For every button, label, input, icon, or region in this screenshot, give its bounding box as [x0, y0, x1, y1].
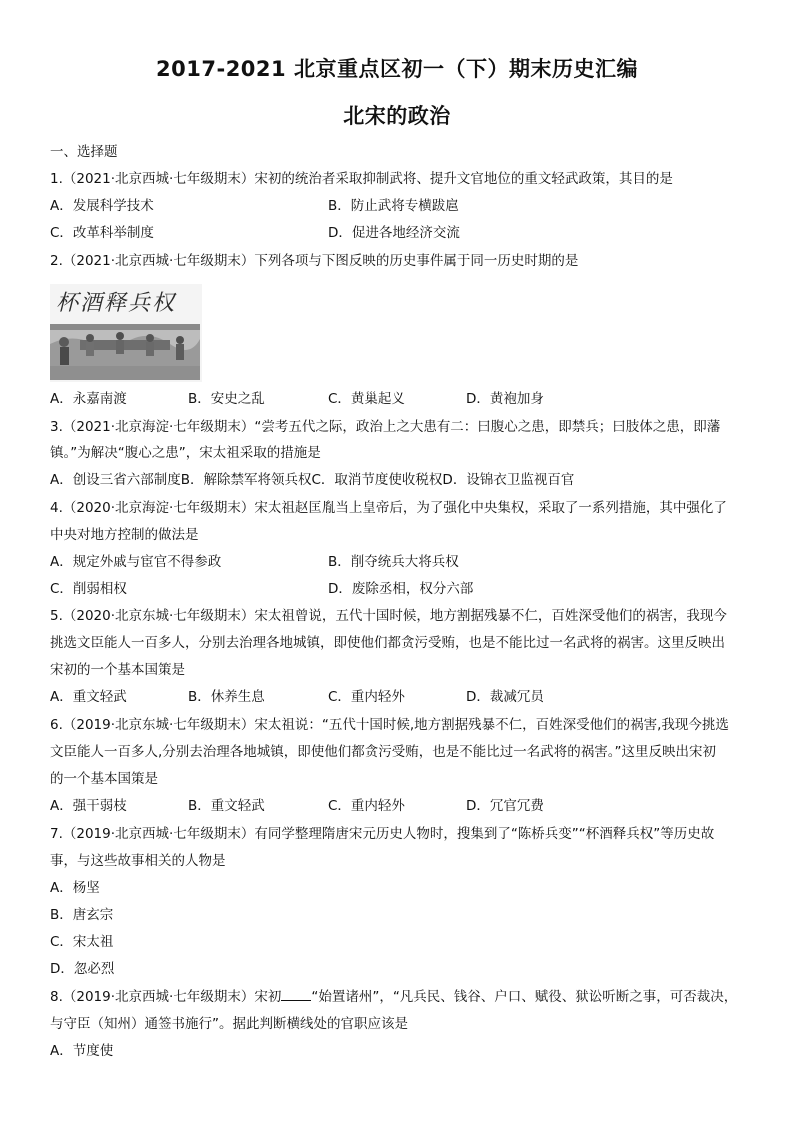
image-caption-text: 杯酒释兵权 — [56, 291, 177, 316]
question-7-option-b: B．唐玄宗 — [50, 907, 114, 923]
question-6-option-a: A．强干弱枝 — [50, 798, 127, 814]
question-4-stem-line-1: 4.（2020·北京海淀·七年级期末）宋太祖赵匡胤当上皇帝后，为了强化中央集权，采取了一系列措施，其中强化了 — [50, 500, 727, 516]
question-4-option-c: C．削弱相权 — [50, 581, 127, 597]
question-5-stem-line-1: 5.（2020·北京东城·七年级期末）宋太祖曾说，五代十国时候，地方割据残暴不仁，百姓深受他们的祸害，我现今 — [50, 608, 727, 624]
question-6-stem-line-1: 6.（2019·北京东城·七年级期末）宋太祖说：“五代十国时候,地方割据残暴不仁，百姓深受他们的祸害,我现今挑选 — [50, 717, 729, 733]
question-3-stem-line-2: 镇。”为解决“腹心之患”，宋太祖采取的措施是 — [50, 445, 321, 461]
question-7-option-d: D．忽必烈 — [50, 961, 115, 977]
question-4-option-a: A．规定外戚与宦官不得参政 — [50, 554, 222, 570]
question-5-stem-line-3: 宋初的一个基本国策是 — [50, 662, 185, 678]
question-1-option-a: A．发展科学技术 — [50, 198, 154, 214]
question-1-stem: 1.（2021·北京西城·七年级期末）宋初的统治者采取抑制武将、提升文官地位的重文轻武政策，其目的是 — [50, 171, 673, 187]
question-1-option-d: D．促进各地经济交流 — [328, 225, 460, 241]
question-2-image — [50, 284, 202, 382]
question-7-stem-line-2: 事，与这些故事相关的人物是 — [50, 853, 226, 869]
question-3-options: A．创设三省六部制度B．解除禁军将领兵权C．取消节度使收税权D．设锦衣卫监视百官 — [50, 472, 575, 488]
question-6-option-b: B．重文轻武 — [188, 798, 265, 814]
question-8-stem-line-1 — [50, 988, 750, 1006]
question-5-option-a: A．重文轻武 — [50, 689, 127, 705]
question-7-option-c: C．宋太祖 — [50, 934, 114, 950]
section-label: 一、选择题 — [50, 144, 118, 160]
question-8-stem-suffix: “始置诸州”，“凡兵民、钱谷、户口、赋役、狱讼听断之事，可否裁决， — [311, 989, 738, 1005]
question-4-option-b: B．削夺统兵大将兵权 — [328, 554, 459, 570]
question-8-option-a: A．节度使 — [50, 1043, 114, 1059]
question-8-stem-line-2: 与守臣（知州）通签书施行”。据此判断横线处的官职应该是 — [50, 1016, 408, 1032]
question-7-option-a: A．杨坚 — [50, 880, 100, 896]
question-2-option-a: A．永嘉南渡 — [50, 391, 127, 407]
question-6-option-c: C．重内轻外 — [328, 798, 405, 814]
question-2-stem: 2.（2021·北京西城·七年级期末）下列各项与下图反映的历史事件属于同一历史时期的是 — [50, 253, 579, 269]
question-6-stem-line-3: 的一个基本国策是 — [50, 771, 158, 787]
question-2-option-b: B．安史之乱 — [188, 391, 265, 407]
question-7-stem-line-1: 7.（2019·北京西城·七年级期末）有同学整理隋唐宋元历史人物时，搜集到了“陈桥兵变”“杯酒释兵权”等历史故 — [50, 826, 715, 842]
question-5-stem-line-2: 挑选文臣能人一百多人，分别去治理各地城镇，即使他们都贪污受贿，也是不能比过一名武将的祸害。这里反映出 — [50, 635, 725, 651]
question-6-option-d: D．冗官冗费 — [466, 798, 544, 814]
question-8-stem-prefix: 8.（2019·北京西城·七年级期末）宋初 — [50, 989, 282, 1005]
question-1-option-b: B．防止武将专横跋扈 — [328, 198, 459, 214]
question-5-option-b: B．休养生息 — [188, 689, 265, 705]
answer-blank — [281, 988, 311, 1001]
document-subtitle: 北宋的政治 — [343, 104, 451, 128]
question-4-stem-line-2: 中央对地方控制的做法是 — [50, 527, 199, 543]
question-6-stem-line-2: 文臣能人一百多人,分别去治理各地城镇，即使他们都贪污受贿，也是不能比过一名武将的祸害。”这里反映出宋初 — [50, 744, 717, 760]
question-2-option-d: D．黄袍加身 — [466, 391, 544, 407]
question-3-stem-line-1: 3.（2021·北京海淀·七年级期末）“尝考五代之际，政治上之大患有二：曰腹心之患，即禁兵；曰肢体之患，即藩 — [50, 419, 721, 435]
question-4-option-d: D．废除丞相，权分六部 — [328, 581, 474, 597]
question-2-option-c: C．黄巢起义 — [328, 391, 405, 407]
question-5-option-c: C．重内轻外 — [328, 689, 405, 705]
question-5-option-d: D．裁减冗员 — [466, 689, 544, 705]
question-1-option-c: C．改革科举制度 — [50, 225, 154, 241]
document-title: 2017-2021 北京重点区初一（下）期末历史汇编 — [156, 57, 638, 81]
